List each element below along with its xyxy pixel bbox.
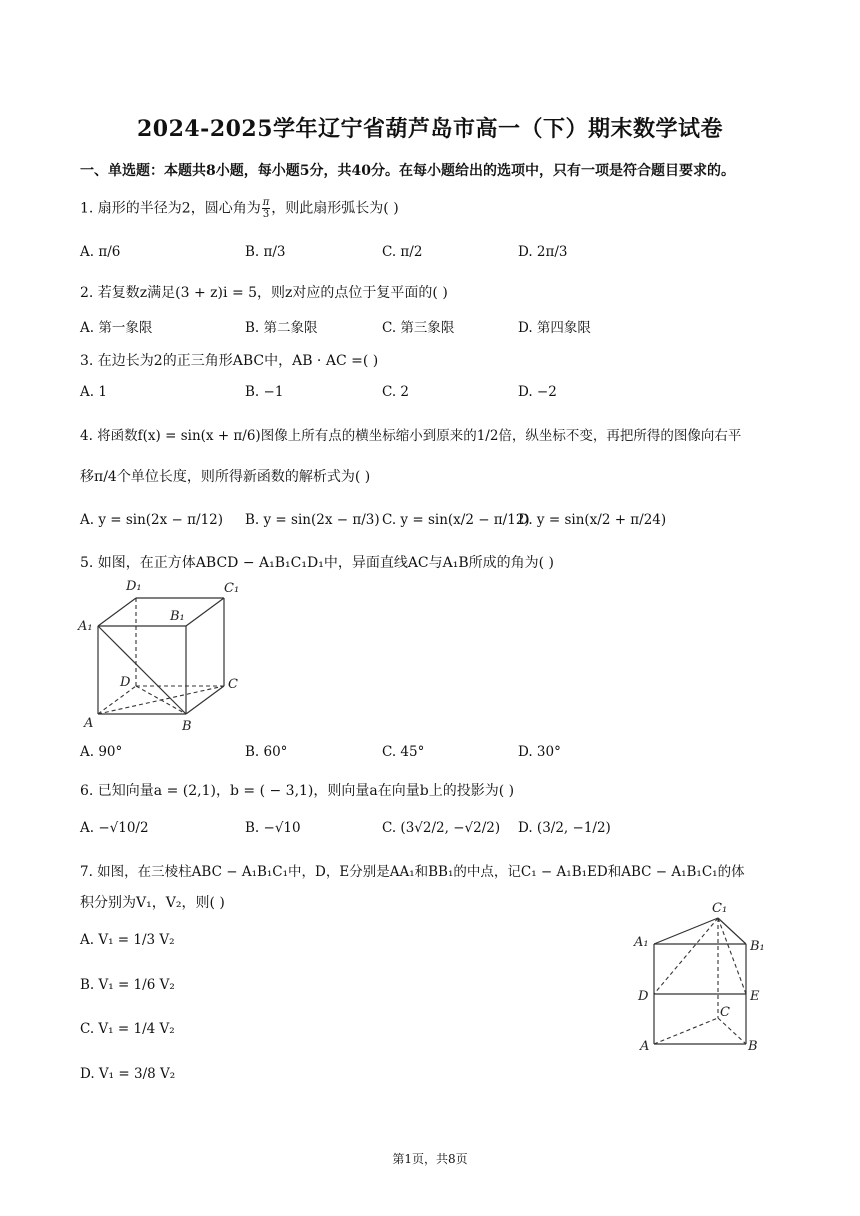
question-1-stem <box>80 197 399 220</box>
question-7-line-1: 7. 如图，在三棱柱ABC − A₁B₁C₁中，D，E分别是AA₁和BB₁的中点，记C₁ − A₁B₁ED和ABC − A₁B₁C₁的体 <box>80 864 745 880</box>
edge-cb <box>718 1018 746 1044</box>
q2-option-c[interactable]: C. 第三象限 <box>382 320 455 336</box>
prism-figure <box>632 896 782 1058</box>
label-d1: D₁ <box>126 579 142 594</box>
q1-option-a[interactable]: A. π/6 <box>80 244 121 260</box>
question-4-line-2: 移π/4个单位长度，则所得新函数的解析式为( ) <box>80 469 371 485</box>
question-3-stem: 3. 在边长为2的正三角形ABC中，AB · AC =( ) <box>80 353 379 369</box>
q2-option-b[interactable]: B. 第二象限 <box>245 320 318 336</box>
label-a: A <box>640 1039 650 1054</box>
edge-ac <box>654 1018 718 1044</box>
label-c: C <box>228 677 238 692</box>
q1-option-c[interactable]: C. π/2 <box>382 244 423 260</box>
q2-option-a[interactable]: A. 第一象限 <box>80 320 153 336</box>
edge-a1d1 <box>98 598 136 626</box>
edge-ad <box>98 686 136 714</box>
q5-option-b[interactable]: B. 60° <box>245 744 288 760</box>
q1-option-b[interactable]: B. π/3 <box>245 244 286 260</box>
q6-option-a[interactable]: A. −√10/2 <box>80 820 149 836</box>
q4-option-d[interactable]: D. y = sin(x/2 + π/24) <box>518 512 667 528</box>
edge-c1b1 <box>718 918 746 944</box>
label-d: D <box>120 675 131 690</box>
q3-option-c[interactable]: C. 2 <box>382 384 410 400</box>
page-title: 2024-2025学年辽宁省葫芦岛市高一（下）期末数学试卷 <box>136 116 724 142</box>
label-b: B <box>748 1039 758 1054</box>
label-b1: B₁ <box>170 609 185 624</box>
label-e: E <box>750 989 760 1004</box>
q7-option-c[interactable]: C. V₁ = 1/4 V₂ <box>80 1021 175 1037</box>
page-footer: 第1页，共8页 <box>392 1152 468 1166</box>
q3-option-d[interactable]: D. −2 <box>518 384 557 400</box>
label-d: D <box>638 989 649 1004</box>
q6-option-d[interactable]: D. (3/2, −1/2) <box>518 820 611 836</box>
q4-option-c[interactable]: C. y = sin(x/2 − π/12) <box>382 512 530 528</box>
label-a1: A₁ <box>78 619 93 634</box>
edge-b1c1 <box>186 598 224 626</box>
label-c1: C₁ <box>224 581 240 596</box>
label-a: A <box>84 716 94 731</box>
q7-option-d[interactable]: D. V₁ = 3/8 V₂ <box>80 1066 176 1082</box>
question-7-line-2: 积分别为V₁，V₂，则( ) <box>80 895 225 911</box>
edge-a1c1 <box>654 918 718 944</box>
segment-db <box>136 686 186 714</box>
q3-option-a[interactable]: A. 1 <box>80 384 107 400</box>
label-b: B <box>182 719 192 734</box>
q5-option-a[interactable]: A. 90° <box>80 744 123 760</box>
label-c1: C₁ <box>712 901 728 916</box>
q3-option-b[interactable]: B. −1 <box>245 384 284 400</box>
q1-option-d[interactable]: D. 2π/3 <box>518 244 568 260</box>
section-heading: 一、单选题：本题共8小题，每小题5分，共40分。在每小题给出的选项中，只有一项是符合题目要求的。 <box>80 163 735 179</box>
q6-option-b[interactable]: B. −√10 <box>245 820 301 836</box>
q4-option-b[interactable]: B. y = sin(2x − π/3) <box>245 512 380 528</box>
q1-stem-post: ，则此扇形弧长为( ) <box>271 200 399 217</box>
q2-option-d[interactable]: D. 第四象限 <box>518 320 591 336</box>
segment-c1e <box>718 918 746 994</box>
segment-a1b <box>98 626 186 714</box>
q5-option-d[interactable]: D. 30° <box>518 744 561 760</box>
label-c: C <box>720 1005 730 1020</box>
label-b1: B₁ <box>750 939 765 954</box>
q1-stem-pre: 1. 扇形的半径为2，圆心角为 <box>80 200 261 217</box>
q1-angle-fraction: $\frac{\pi}{3}$ <box>262 197 270 220</box>
question-5-stem: 5. 如图，在正方体ABCD − A₁B₁C₁D₁中，异面直线AC与A₁B所成的角为( ) <box>80 555 555 571</box>
q4-option-a[interactable]: A. y = sin(2x − π/12) <box>80 512 224 528</box>
question-2-stem: 2. 若复数z满足(3 + z)i = 5，则z对应的点位于复平面的( ) <box>80 285 448 301</box>
q6-option-c[interactable]: C. (3√2/2, −√2/2) <box>382 820 501 836</box>
edge-bc <box>186 686 224 714</box>
q5-option-c[interactable]: C. 45° <box>382 744 425 760</box>
segment-c1d <box>654 918 718 994</box>
cube-figure <box>76 576 256 734</box>
question-6-stem: 6. 已知向量a = (2,1)，b = ( − 3,1)，则向量a在向量b上的投影为( ) <box>80 783 515 799</box>
label-a1: A₁ <box>634 935 649 950</box>
q7-option-a[interactable]: A. V₁ = 1/3 V₂ <box>80 932 175 948</box>
question-4-line-1: 4. 将函数f(x) = sin(x + π/6)图像上所有点的横坐标缩小到原来的1/2倍，纵坐标不变，再把所得的图像向右平 <box>80 428 742 444</box>
q7-option-b[interactable]: B. V₁ = 1/6 V₂ <box>80 977 175 993</box>
